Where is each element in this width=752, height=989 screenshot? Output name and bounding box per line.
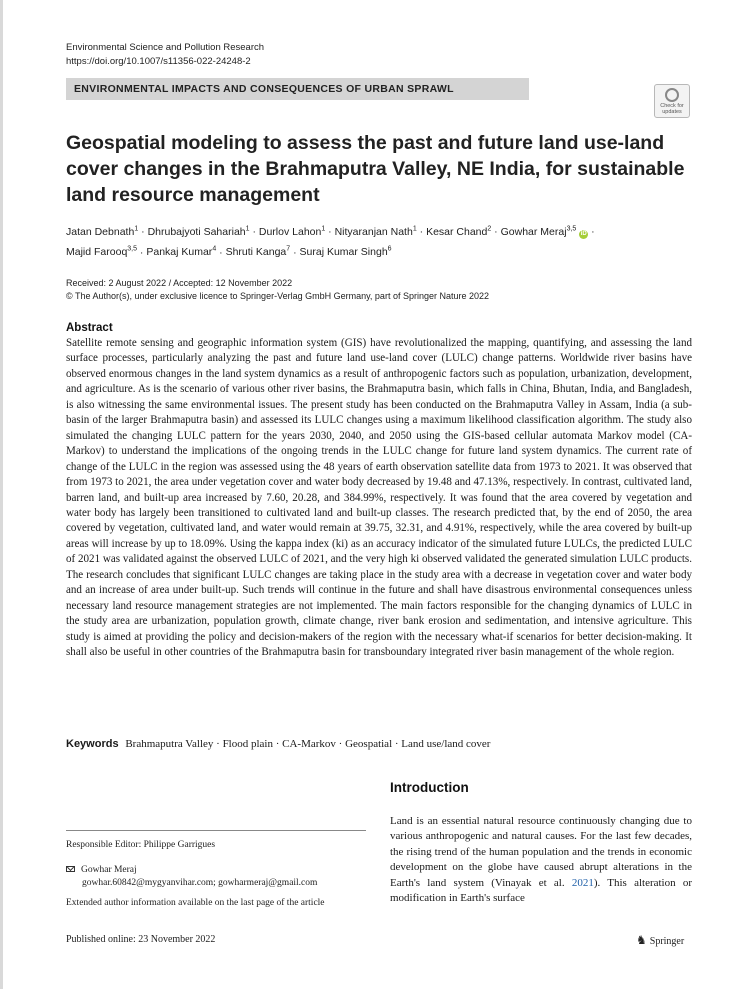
author[interactable]: Kesar Chand$^2$ [426, 225, 492, 238]
footnote-divider [66, 830, 366, 831]
corresponding-author [66, 864, 137, 877]
extended-info: Extended author information available on the last page of the article [66, 898, 325, 908]
copyright: © The Author(s), under exclusive licence to Springer-Verlag GmbH Germany, part of Springer Nature 2022 [66, 291, 489, 301]
citation-link[interactable]: 2021 [571, 876, 594, 889]
author-list: Jatan Debnath$^1$ · Dhrubajyoti Sahariah$^1$ · Durlov Lahon$^1$ · Nityaranjan Nath$^1$ · Kesar Chand$^2$ · Gowhar Meraj$^{3,5}$ iD · Majid Farooq$^{3,5}$ · Pankaj Kumar$^4$ · Shruti Kanga$^7$ · Suraj Kumar Singh$^6$ [66, 225, 595, 258]
author[interactable]: Jatan Debnath$^1$ [66, 225, 139, 238]
running-header [66, 41, 264, 69]
springer-horse-icon: ♞ [636, 933, 647, 947]
author[interactable]: Durlov Lahon$^1$ [258, 225, 326, 238]
author[interactable]: Majid Farooq$^{3,5}$ [66, 245, 138, 258]
corresponding-name: Gowhar Meraj [81, 865, 137, 875]
check-updates-line2: updates [662, 109, 682, 115]
check-for-updates-badge[interactable] [654, 84, 690, 118]
author[interactable]: Pankaj Kumar$^4$ [146, 245, 217, 258]
author[interactable]: Nityaranjan Nath$^1$ [334, 225, 417, 238]
keywords-label: Keywords [66, 738, 119, 750]
author[interactable]: Gowhar Meraj$^{3,5}$ [500, 225, 577, 238]
introduction-text: Land is an essential natural resource continuously changing due to various anthropogenic and natural causes. For the last few decades, the rising trend of the human population and the trends in economic development on the globe have caused abrupt alterations in the Earth's land system (Vinayak et al. 2021). This alteration or modification in Earth's surface [390, 815, 692, 905]
article-title: Geospatial modeling to assess the past and future land use-land cover changes in the Brahmaputra Valley, NE India, for sustainable land resource management [66, 132, 685, 206]
page-edge [0, 0, 3, 989]
publisher-name: Springer [649, 936, 685, 947]
corresponding-email[interactable]: gowhar.60842@mygyanvihar.com; gowharmeraj@gmail.com [82, 878, 318, 888]
keywords-list: Brahmaputra Valley · Flood plain · CA-Markov · Geospatial · Land use/land cover [125, 738, 491, 750]
introduction-heading: Introduction [390, 780, 469, 795]
author[interactable]: Suraj Kumar Singh$^6$ [299, 245, 392, 258]
responsible-editor: Responsible Editor: Philippe Garrigues [66, 840, 216, 850]
abstract-heading: Abstract [66, 322, 113, 334]
section-banner: ENVIRONMENTAL IMPACTS AND CONSEQUENCES OF URBAN SPRAWL [66, 78, 529, 100]
author[interactable]: Shruti Kanga$^7$ [225, 245, 291, 258]
published-date: Published online: 23 November 2022 [66, 934, 216, 945]
keywords [66, 738, 490, 750]
journal-name: Environmental Science and Pollution Research [66, 42, 265, 53]
author[interactable]: Dhrubajyoti Sahariah$^1$ [147, 225, 250, 238]
doi-link[interactable]: https://doi.org/10.1007/s11356-022-24248-2 [66, 56, 251, 67]
article-dates [66, 277, 489, 303]
received-accepted: Received: 2 August 2022 / Accepted: 12 November 2022 [66, 278, 293, 288]
check-updates-icon [665, 88, 679, 102]
orcid-icon[interactable]: iD [580, 230, 587, 237]
check-updates-line1: Check for [660, 103, 684, 109]
envelope-icon [66, 866, 75, 872]
abstract-text: Satellite remote sensing and geographic information system (GIS) have revolutionalized the mapping, quantifying, and assessing the land surface processes, particularly analyzing the past and future land use-land cover (LULC) change patterns. Worldwide river basins have observed enormous changes in the land system dynamics as a result of anthropogenic factors such as population, urbanization, development, and agriculture. As is the scenario of various other river basins, the Brahmaputra basin, which falls in China, Bhutan, India, and Bangladesh, is also witnessing the same environmental issues. The present study has been conducted on the Brahmaputra Valley in Assam, India (a sub-basin of the larger Brahmaputra basin) and assessed its LULC changes using a maximum likelihood classification algorithm. The study also simulated the changing LULC pattern for the years 2030, 2040, and 2050 using the GIS-based cellular automata Markov model (CA-Markov) to understand the implications of the ongoing trends in the LULC change for future land system dynamics. The current rate of change of the LULC in the region was assessed using the 48 years of earth observation satellite data from 1973 to 2021. It was observed that from 1973 to 2021, the area under vegetation cover and water body decreased by 19.48 and 47.13%, respectively. In contrast, cultivated land, barren land, and built-up area increased by 7.60, 20.28, and 384.99%, respectively. It was found that the area covered by vegetation and water body has largely been transitioned to cultivated land and built-up classes. The research predicted that, by the end of 2050, the area covered by vegetation, cultivated land, and water would remain at 39.75, 32.31, and 4.91%, respectively, while the area covered by built-up areas will increase by up to 18.09%. Using the kappa index (ki) as an accuracy indicator of the simulated future LULCs, the predicted LULC of 2021 was validated against the observed LULC of 2021, and the very high ki observed validated the generated simulation LULC products. The research concludes that significant LULC changes are taking place in the study area with a decrease in vegetation cover and water body and an increase of area under built-up. Such trends will continue in the future and shall have disastrous environmental consequences unless necessary land resource management strategies are not implemented. The main factors responsible for the changing dynamics of LULC in the study area are urbanization, population growth, climate change, river bank erosion and sedimentation, and intensive agriculture. This study is aimed at providing the policy and decision-makers of the region with the necessary what-if scenarios for better decision-making. It shall also be useful in other countries of the Brahmaputra basin for transboundary integrated river basin management of the whole region. [66, 337, 692, 659]
publisher-logo [636, 933, 684, 948]
